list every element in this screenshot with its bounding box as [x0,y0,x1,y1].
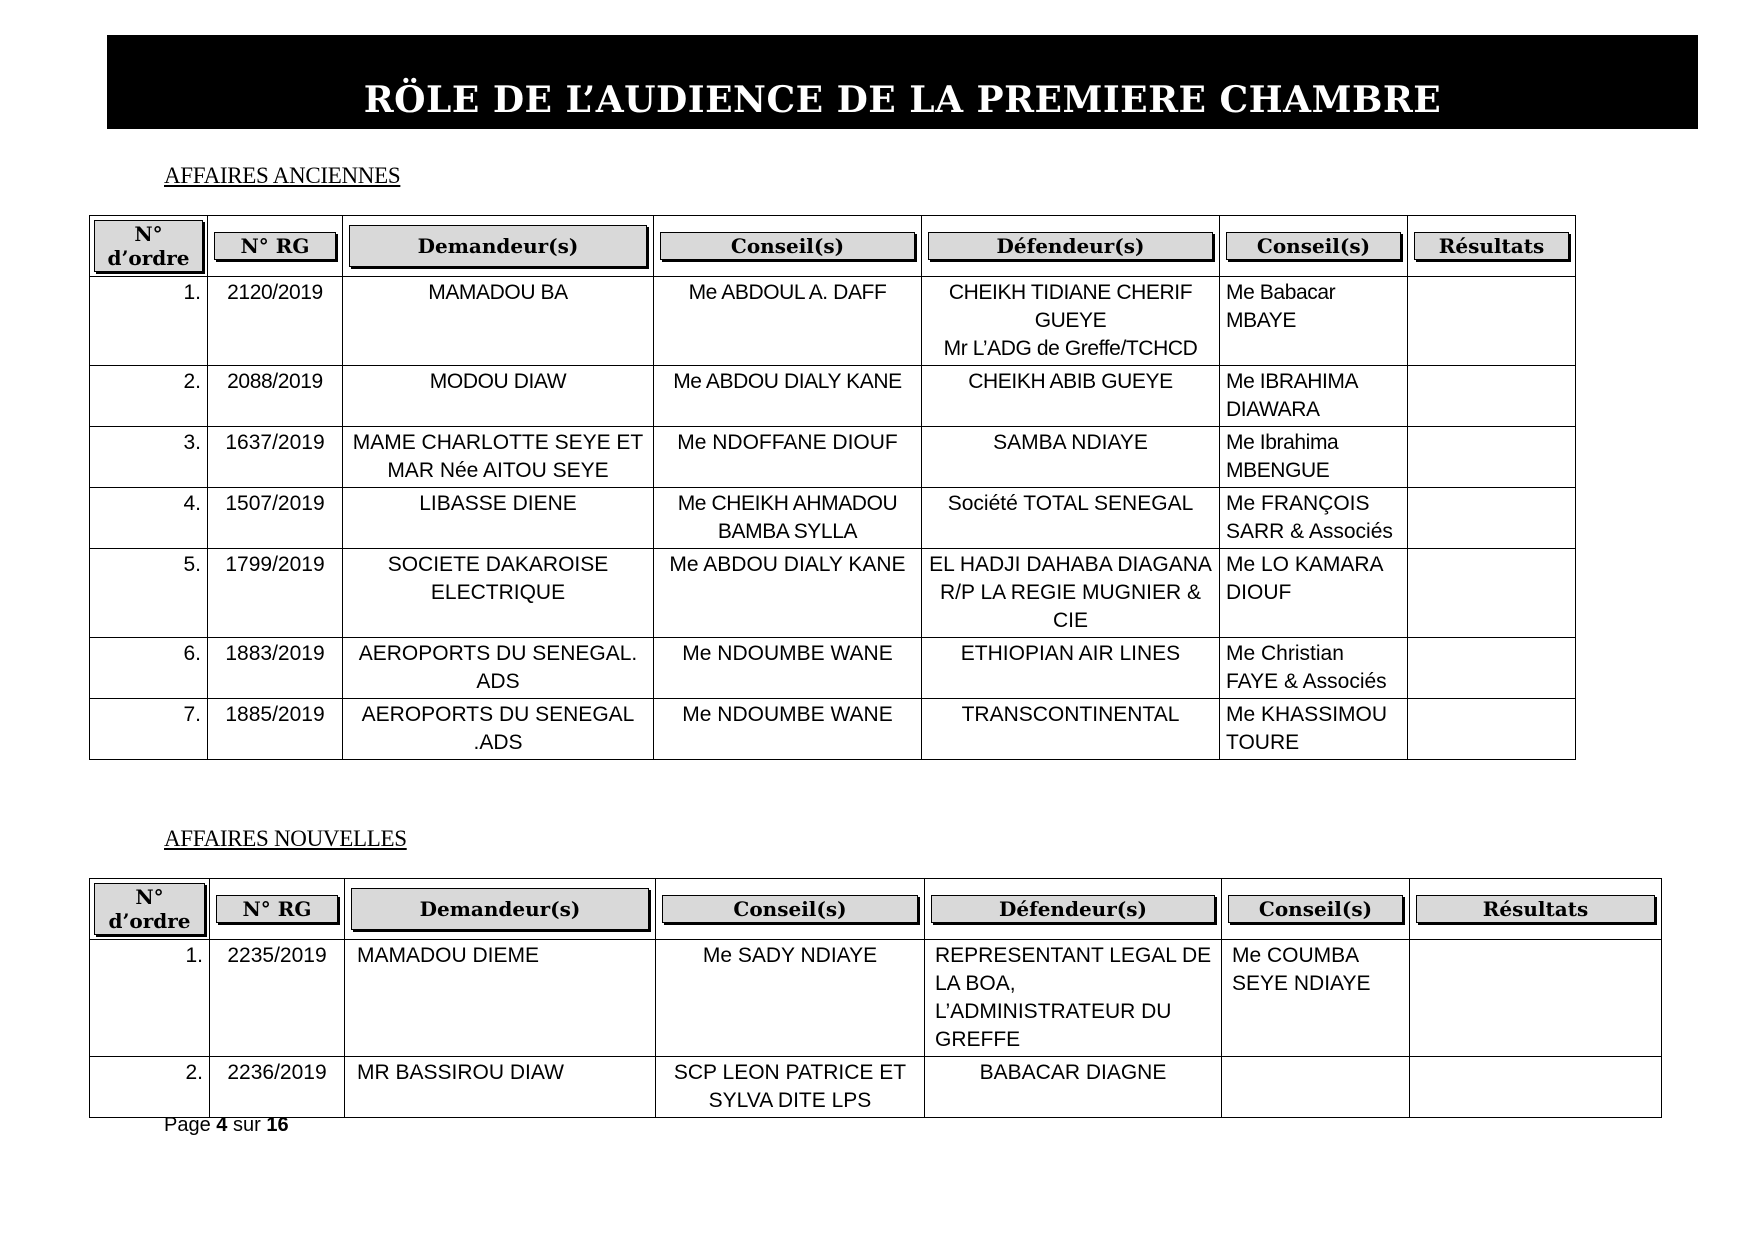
page-total: 16 [266,1114,289,1136]
defendeur-cell: BABACAR DIAGNE [925,1057,1222,1118]
conseil-dem-cell: Me NDOFFANE DIOUF [654,427,922,488]
defendeur-cell: REPRESENTANT LEGAL DE LA BOA, L’ADMINISTRATEUR DU GREFFE [925,940,1222,1057]
demandeur-cell: AEROPORTS DU SENEGAL .ADS [343,699,654,760]
header-conseil-dem: Conseil(s) [656,879,925,940]
demandeur-cell: MODOU DIAW [343,366,654,427]
row-number: 2. [90,366,208,427]
conseil-dem-cell: Me ABDOU DIALY KANE [654,366,922,427]
header-defendeur: Défendeur(s) [922,216,1220,277]
table-row [90,1057,1662,1118]
row-number: 5. [90,549,208,638]
table-row [90,638,1576,699]
conseil-def-cell: Me Christian FAYE & Associés [1220,638,1408,699]
row-number: 7. [90,699,208,760]
rg-cell: 2088/2019 [208,366,343,427]
demandeur-cell: AEROPORTS DU SENEGAL. ADS [343,638,654,699]
rg-cell: 1883/2019 [208,638,343,699]
table-row [90,699,1576,760]
title-banner [107,35,1698,129]
demandeur-cell: LIBASSE DIENE [343,488,654,549]
conseil-def-cell: Me FRANÇOIS SARR & Associés [1220,488,1408,549]
header-conseil-dem: Conseil(s) [654,216,922,277]
header-defendeur: Défendeur(s) [925,879,1222,940]
row-number: 2. [90,1057,210,1118]
header-order: N° d’ordre [90,216,208,277]
header-conseil-def: Conseil(s) [1220,216,1408,277]
row-number: 1. [90,277,208,366]
conseil-dem-cell: Me NDOUMBE WANE [654,699,922,760]
rg-cell: 2120/2019 [208,277,343,366]
rg-cell: 2235/2019 [210,940,345,1057]
header-rg: N° RG [208,216,343,277]
header-resultats: Résultats [1410,879,1662,940]
conseil-dem-cell: Me ABDOU DIALY KANE [654,549,922,638]
resultat-cell [1408,549,1576,638]
conseil-def-cell: Me Ibrahima MBENGUE [1220,427,1408,488]
page-footer [164,1114,289,1137]
conseil-dem-cell: Me CHEIKH AHMADOU BAMBA SYLLA [654,488,922,549]
conseil-def-cell [1222,1057,1410,1118]
table-anciennes [89,215,1576,760]
demandeur-cell: MAMADOU DIEME [345,940,656,1057]
resultat-cell [1408,277,1576,366]
defendeur-cell: ETHIOPIAN AIR LINES [922,638,1220,699]
table-row [90,488,1576,549]
resultat-cell [1410,1057,1662,1118]
demandeur-cell: MAMADOU BA [343,277,654,366]
table-row [90,277,1576,366]
page-title: RÖLE DE L’AUDIENCE DE LA PREMIERE CHAMBRE [363,79,1442,121]
rg-cell: 2236/2019 [210,1057,345,1118]
table-row [90,549,1576,638]
resultat-cell [1408,366,1576,427]
conseil-dem-cell: Me SADY NDIAYE [656,940,925,1057]
demandeur-cell: MR BASSIROU DIAW [345,1057,656,1118]
header-conseil-def: Conseil(s) [1222,879,1410,940]
demandeur-cell: SOCIETE DAKAROISE ELECTRIQUE [343,549,654,638]
conseil-def-cell: Me LO KAMARA DIOUF [1220,549,1408,638]
table-header-row [90,879,1662,940]
conseil-dem-cell: Me ABDOUL A. DAFF [654,277,922,366]
section-title-anciennes: AFFAIRES ANCIENNES [164,163,401,188]
defendeur-cell: SAMBA NDIAYE [922,427,1220,488]
resultat-cell [1408,488,1576,549]
table-row [90,366,1576,427]
page-word: Page [164,1114,211,1136]
conseil-def-cell: Me IBRAHIMA DIAWARA [1220,366,1408,427]
rg-cell: 1507/2019 [208,488,343,549]
conseil-def-cell: Me KHASSIMOU TOURE [1220,699,1408,760]
section-title-nouvelles: AFFAIRES NOUVELLES [164,826,407,851]
row-number: 4. [90,488,208,549]
header-resultats: Résultats [1408,216,1576,277]
defendeur-cell: Société TOTAL SENEGAL [922,488,1220,549]
rg-cell: 1637/2019 [208,427,343,488]
header-demandeur: Demandeur(s) [345,879,656,940]
sur-word: sur [232,1114,261,1136]
conseil-def-cell: Me Babacar MBAYE [1220,277,1408,366]
conseil-def-cell: Me COUMBA SEYE NDIAYE [1222,940,1410,1057]
row-number: 6. [90,638,208,699]
rg-cell: 1885/2019 [208,699,343,760]
defendeur-cell: CHEIKH ABIB GUEYE [922,366,1220,427]
table-nouvelles [89,878,1662,1118]
header-rg: N° RG [210,879,345,940]
defendeur-cell: TRANSCONTINENTAL [922,699,1220,760]
resultat-cell [1408,427,1576,488]
page-number: 4 [216,1114,228,1136]
conseil-dem-cell: Me NDOUMBE WANE [654,638,922,699]
header-order: N° d’ordre [90,879,210,940]
table-row [90,940,1662,1057]
row-number: 3. [90,427,208,488]
defendeur-cell: CHEIKH TIDIANE CHERIF GUEYE Mr L’ADG de Greffe/TCHCD [922,277,1220,366]
table-row [90,427,1576,488]
resultat-cell [1408,699,1576,760]
conseil-dem-cell: SCP LEON PATRICE ET SYLVA DITE LPS [656,1057,925,1118]
row-number: 1. [90,940,210,1057]
resultat-cell [1408,638,1576,699]
demandeur-cell: MAME CHARLOTTE SEYE ET MAR Née AITOU SEYE [343,427,654,488]
header-demandeur: Demandeur(s) [343,216,654,277]
defendeur-cell: EL HADJI DAHABA DIAGANA R/P LA REGIE MUGNIER & CIE [922,549,1220,638]
table-header-row [90,216,1576,277]
rg-cell: 1799/2019 [208,549,343,638]
resultat-cell [1410,940,1662,1057]
